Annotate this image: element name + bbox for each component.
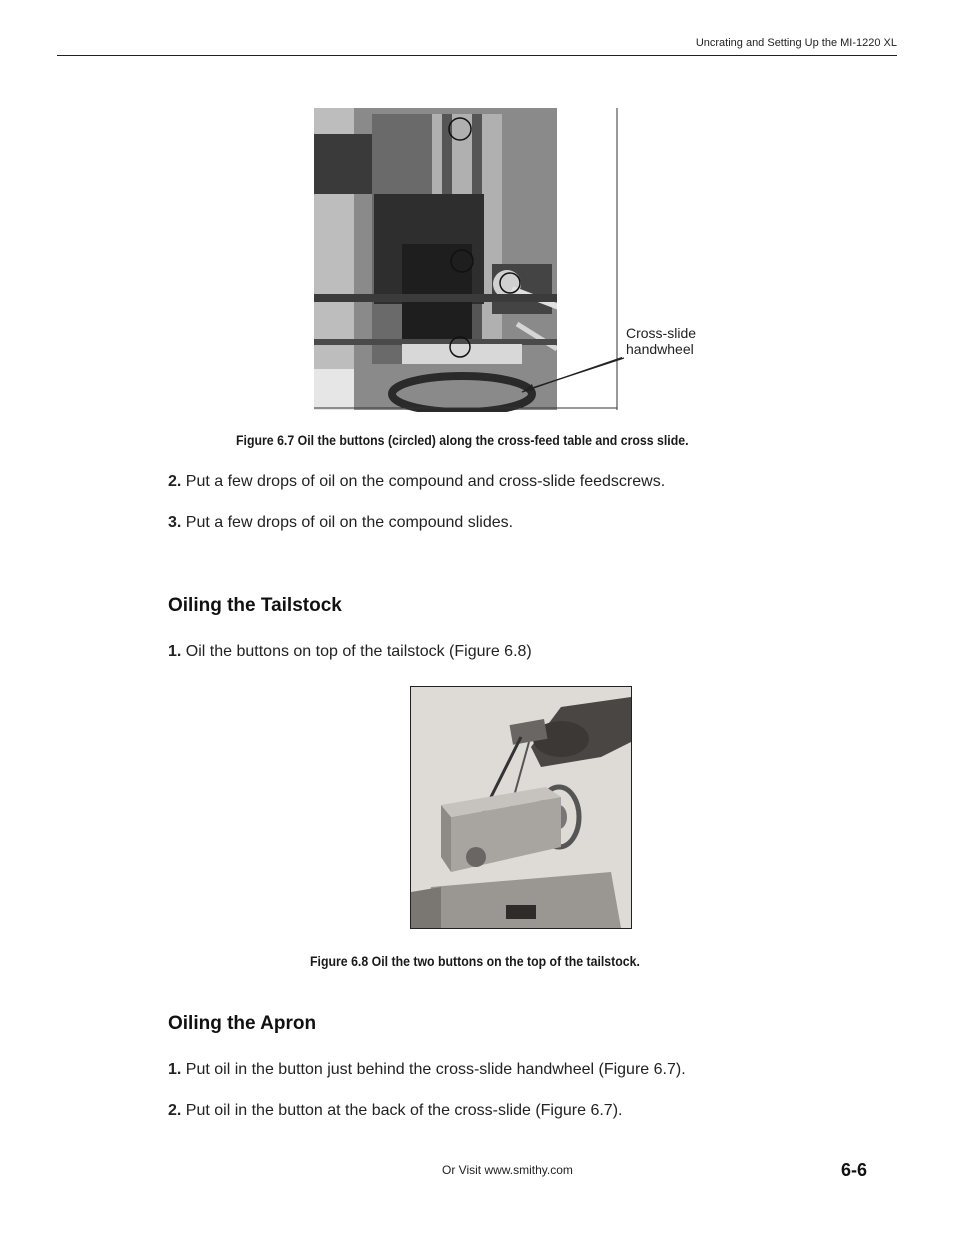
- figure-6-7-caption: Figure 6.7 Oil the buttons (circled) along the cross-feed table and cross slide.: [236, 432, 689, 448]
- figure-6-8-photo: [410, 686, 632, 929]
- step-text: Put a few drops of oil on the compound and cross-slide feedscrews.: [181, 473, 666, 490]
- step-text: Put a few drops of oil on the compound slides.: [181, 514, 514, 531]
- apron-step-1: [168, 1061, 686, 1079]
- step-number: 3.: [168, 514, 182, 531]
- figure-6-8-caption: Figure 6.8 Oil the two buttons on the top of the tailstock.: [310, 953, 640, 969]
- step-number: 1.: [168, 1061, 182, 1078]
- tailstock-step-1: [168, 643, 532, 661]
- page-number: 6-6: [841, 1160, 868, 1180]
- step-3-compound-slides: [168, 514, 513, 532]
- step-number: 2.: [168, 1102, 182, 1119]
- step-number: 1.: [168, 643, 182, 660]
- step-number: 2.: [168, 473, 182, 490]
- heading-oiling-apron: Oiling the Apron: [168, 1013, 317, 1034]
- step-text: Oil the buttons on top of the tailstock (Figure 6.8): [181, 643, 532, 660]
- footer-website: Or Visit www.smithy.com: [442, 1163, 573, 1177]
- running-header: Uncrating and Setting Up the MI-1220 XL: [695, 37, 897, 49]
- apron-step-2: [168, 1102, 622, 1120]
- callout-line-2: handwheel: [626, 341, 694, 357]
- cross-slide-callout: [626, 325, 696, 357]
- header-rule: [57, 55, 897, 56]
- step-text: Put oil in the button just behind the cross-slide handwheel (Figure 6.7).: [181, 1061, 686, 1078]
- callout-line-1: Cross-slide: [626, 325, 697, 341]
- step-2-compound-feedscrews: [168, 473, 665, 491]
- step-text: Put oil in the button at the back of the cross-slide (Figure 6.7).: [181, 1102, 623, 1119]
- heading-oiling-tailstock: Oiling the Tailstock: [168, 595, 342, 616]
- callout-arrow: [520, 356, 630, 396]
